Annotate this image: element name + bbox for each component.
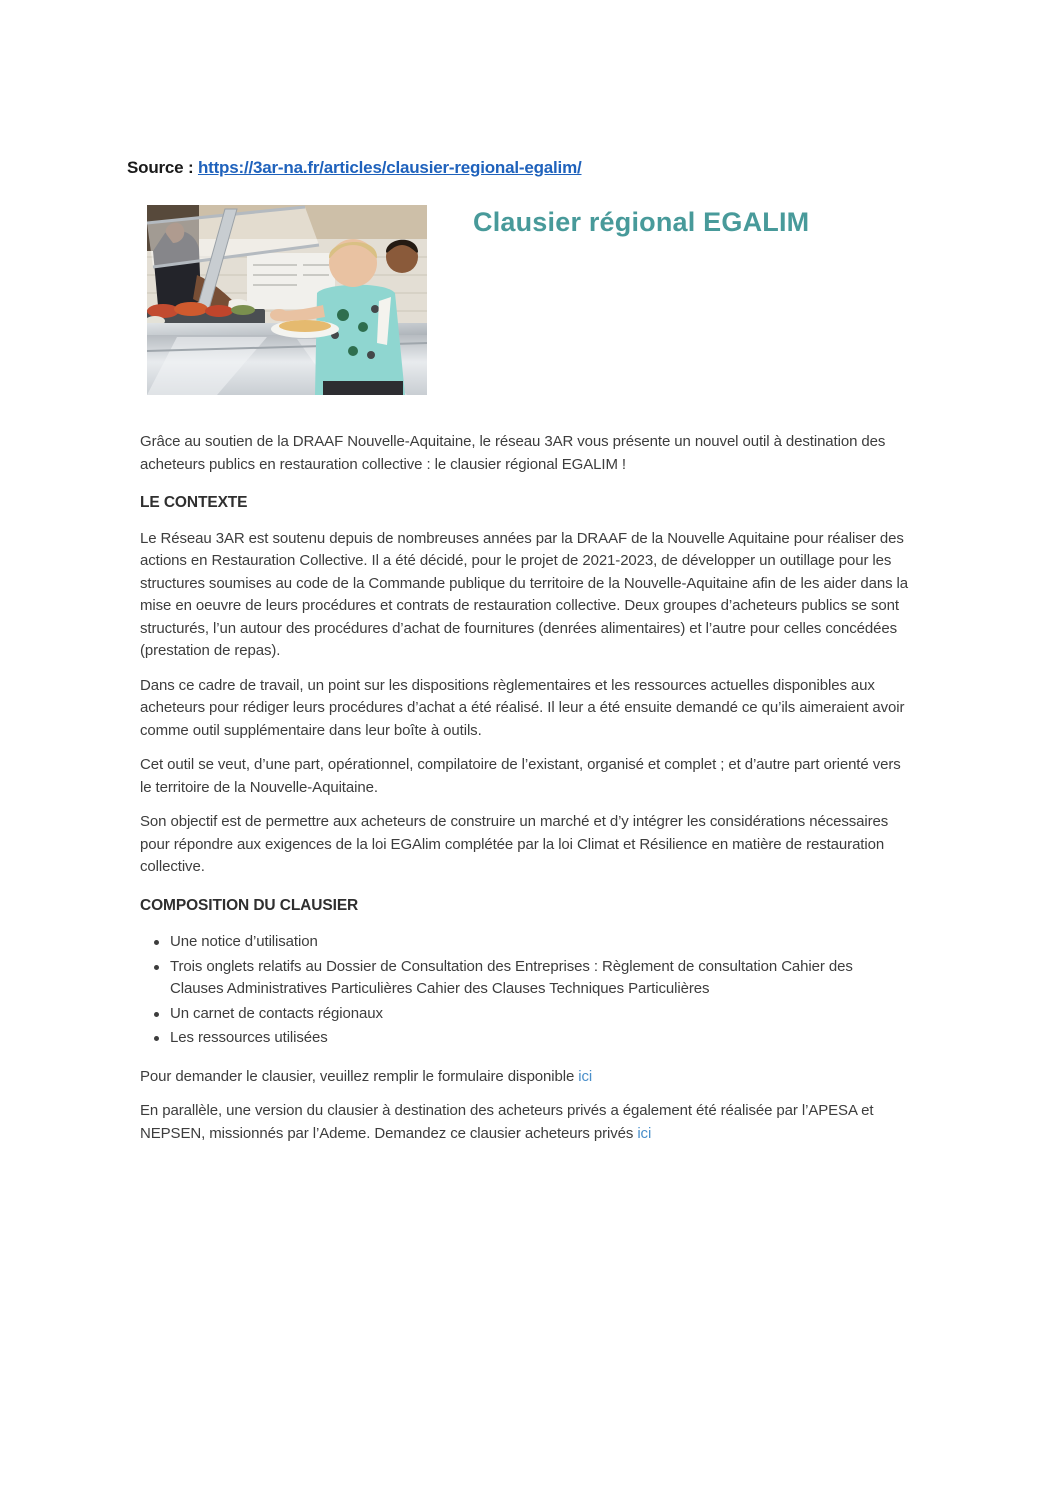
- parallel-paragraph: [140, 1100, 908, 1145]
- article-body: [140, 431, 908, 1145]
- clausier-prives-link[interactable]: ici: [637, 1124, 652, 1142]
- composition-list: [140, 931, 908, 1050]
- list-item: Un carnet de contacts régionaux: [154, 1003, 908, 1026]
- list-item: Une notice d’utilisation: [154, 931, 908, 954]
- section-heading-context: LE CONTEXTE: [140, 494, 248, 511]
- context-paragraph-2: Dans ce cadre de travail, un point sur les dispositions règlementaires et les ressources actuelles disponibles aux acheteurs pour rédiger leurs procédures d’achat a été réalisé. Il leur a été ensuite demandé ce qu’ils aimeraient avoir comme outil supplémentaire dans leur boîte à outils.: [140, 676, 905, 739]
- request-text: Pour demander le clausier, veuillez remplir le formulaire disponible: [140, 1067, 575, 1085]
- cafeteria-photo: [147, 205, 427, 395]
- list-item: Les ressources utilisées: [154, 1027, 908, 1050]
- source-line: [127, 158, 908, 178]
- source-label: Source :: [127, 158, 194, 177]
- source-url-link[interactable]: https://3ar-na.fr/articles/clausier-regional-egalim/: [197, 158, 582, 177]
- intro-paragraph: Grâce au soutien de la DRAAF Nouvelle-Aquitaine, le réseau 3AR vous présente un nouvel outil à destination des acheteurs publics en restauration collective : le clausier régional EGALIM !: [140, 433, 886, 473]
- parallel-text: En parallèle, une version du clausier à destination des acheteurs privés a également été réalisée par l’APESA et NEPSEN, missionnés par l’Ademe. Demandez ce clausier acheteurs privés: [140, 1102, 874, 1142]
- article-header: [147, 205, 908, 395]
- context-paragraph-3: Cet outil se veut, d’une part, opérationnel, compilatoire de l’existant, organisé et complet ; et d’autre part orienté vers le territoire de la Nouvelle-Aquitaine.: [140, 756, 901, 796]
- context-paragraph-1: Le Réseau 3AR est soutenu depuis de nombreuses années par la DRAAF de la Nouvelle Aquitaine pour réaliser des actions en Restauration Collective. Il a été décidé, pour le projet de 2021-2023, de développer un outillage pour les structures soumises au code de la Commande publique du territoire de la Nouvelle-Aquitaine afin de les aider dans la mise en oeuvre de leurs procédures et contrats de restauration collective. Deux groupes d’acheteurs publics se sont structurés, l’un autour des procédures d’achat de fournitures (denrées alimentaires) et l’autre pour celles concédées (prestation de repas).: [140, 529, 909, 659]
- context-paragraph-4: Son objectif est de permettre aux acheteurs de construire un marché et d’y intégrer les considérations nécessaires pour répondre aux exigences de la loi EGAlim complétée par la loi Climat et Résilience en matière de restauration collective.: [140, 813, 889, 875]
- list-item: Trois onglets relatifs au Dossier de Consultation des Entreprises : Règlement de consultation Cahier des Clauses Administratives Particulières Cahier des Clauses Techniques Particulières: [154, 956, 908, 1001]
- request-paragraph: [140, 1066, 908, 1089]
- section-heading-composition: COMPOSITION DU CLAUSIER: [140, 896, 359, 914]
- page-title: Clausier régional EGALIM: [473, 207, 810, 237]
- formulaire-link[interactable]: ici: [578, 1067, 593, 1085]
